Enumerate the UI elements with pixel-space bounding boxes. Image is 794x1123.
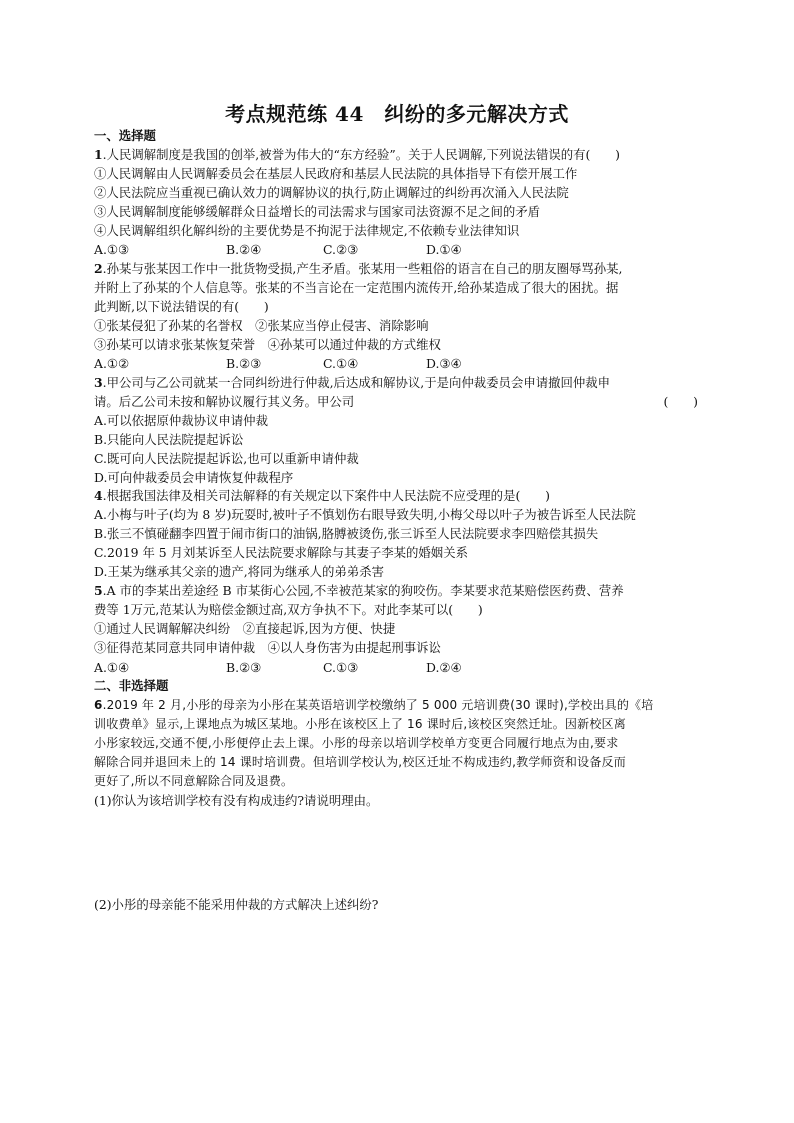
- question-text: 费等 1万元,范某认为赔偿金额过高,双方争执不下。对此李某可以( ): [94, 601, 483, 617]
- answer-options: [94, 240, 700, 260]
- statement-item: ①张某侵犯了孙某的名誉权 ②张某应当停止侵害、消除影响: [94, 317, 429, 333]
- sub-question-2: (2)小彤的母亲能不能采用仲裁的方式解决上述纠纷?: [94, 896, 379, 912]
- option-a[interactable]: A.①④: [94, 659, 130, 675]
- question-6: [94, 696, 700, 974]
- question-stem: [94, 374, 700, 393]
- option-c[interactable]: C.①④: [323, 356, 359, 372]
- question-text: .A 市的李某出差途经 B 市某街心公园,不幸被范某家的狗咬伤。李某要求范某赔偿医药费、营养: [102, 582, 624, 598]
- statement-item: ③人民调解制度能够缓解群众日益增长的司法需求与国家司法资源不足之间的矛盾: [94, 203, 541, 219]
- option-a[interactable]: A.①②: [94, 356, 130, 372]
- option-c[interactable]: C.既可向人民法院提起诉讼,也可以重新申请仲裁: [94, 450, 359, 466]
- question-5: [94, 582, 700, 677]
- question-text: 并附上了孙某的个人信息等。张某的不当言论在一定范围内流传开,给孙某造成了很大的困扰。据: [94, 279, 619, 295]
- question-text: .甲公司与乙公司就某一合同纠纷进行仲裁,后达成和解协议,于是向仲裁委员会申请撤回仲裁申: [102, 374, 611, 390]
- statement-item: ③孙某可以请求张某恢复荣誉 ④孙某可以通过仲裁的方式维权: [94, 336, 441, 352]
- option-b[interactable]: B.只能向人民法院提起诉讼: [94, 431, 244, 447]
- question-number: 6: [94, 697, 103, 712]
- material-line: 解除合同并退回未上的 14 课时培训费。但培训学校认为,校区迁址不构成违约,教学师资和设备反而: [94, 754, 626, 769]
- option-d[interactable]: D.③④: [426, 356, 462, 372]
- section-heading-non-choice: 二、非选择题: [94, 678, 169, 694]
- question-stem-end: [94, 393, 700, 412]
- exercise-content: [94, 127, 700, 974]
- question-1: [94, 146, 700, 260]
- question-stem: [94, 582, 700, 601]
- answer-options: [94, 658, 700, 678]
- option-a[interactable]: A.可以依据原仲裁协议申请仲裁: [94, 412, 268, 428]
- question-number: 5: [94, 582, 103, 598]
- question-number: 1: [94, 146, 103, 162]
- option-b[interactable]: B.②③: [226, 356, 262, 372]
- section-heading-choice: 一、选择题: [94, 128, 156, 143]
- statement-item: ②人民法院应当重视已确认效力的调解协议的执行,防止调解过的纠纷再次涌入人民法院: [94, 184, 569, 200]
- option-d[interactable]: D.①④: [426, 242, 462, 258]
- option-a[interactable]: A.①③: [94, 242, 130, 258]
- material-text: [94, 696, 700, 715]
- statement-item: ①人民调解由人民调解委员会在基层人民政府和基层人民法院的具体指导下有偿开展工作: [94, 165, 578, 181]
- statement-item: ④人民调解组织化解纠纷的主要优势是不拘泥于法律规定,不依赖专业法律知识: [94, 222, 520, 238]
- question-number: 2: [94, 260, 103, 276]
- question-stem: [94, 146, 700, 165]
- option-d[interactable]: D.王某为继承其父亲的遗产,将同为继承人的弟弟杀害: [94, 564, 384, 580]
- question-text: .人民调解制度是我国的创举,被誉为伟大的“东方经验”。关于人民调解,下列说法错误的有( ): [102, 146, 621, 162]
- question-text: .根据我国法律及相关司法解释的有关规定以下案件中人民法院不应受理的是( ): [102, 488, 550, 504]
- page-title: 考点规范练 44 纠纷的多元解决方式: [225, 102, 569, 126]
- question-number: 3: [94, 374, 103, 390]
- option-c[interactable]: C.①③: [323, 659, 359, 675]
- question-text: 请。后乙公司未按和解协议履行其义务。甲公司: [94, 393, 355, 409]
- answer-space-2[interactable]: [94, 914, 700, 974]
- option-d[interactable]: D.可向仲裁委员会申请恢复仲裁程序: [94, 469, 294, 485]
- option-a[interactable]: A.小梅与叶子(均为 8 岁)玩耍时,被叶子不慎划伤右眼导致失明,小梅父母以叶子为被告诉至人民法院: [94, 507, 636, 523]
- option-c[interactable]: C.②③: [323, 242, 359, 258]
- question-text: .孙某与张某因工作中一批货物受损,产生矛盾。张某用一些粗俗的语言在自己的朋友圈辱骂孙某,: [102, 260, 623, 276]
- answer-space-1[interactable]: [94, 810, 700, 895]
- question-4: [94, 487, 700, 582]
- option-b[interactable]: B.②③: [226, 659, 262, 675]
- answer-options: [94, 354, 700, 374]
- question-number: 4: [94, 488, 103, 504]
- question-stem: [94, 487, 700, 506]
- question-2: [94, 260, 700, 374]
- question-stem: [94, 260, 700, 279]
- option-b[interactable]: B.②④: [226, 242, 262, 258]
- material-line: 更好了,所以不同意解除合同及退费。: [94, 773, 294, 788]
- material-line: 训收费单》显示,上课地点为城区某地。小彤在该校区上了 16 课时后,该校区突然迁址。因新校区离: [94, 716, 626, 731]
- option-b[interactable]: B.张三不慎碰翻李四置于闹市街口的油锅,胳膊被烫伤,张三诉至人民法院要求李四赔偿其损失: [94, 526, 599, 542]
- material-line: .2019 年 2 月,小彤的母亲为小彤在某英语培训学校缴纳了 5 000 元培训费(30 课时),学校出具的《培: [102, 697, 654, 712]
- sub-question-1: (1)你认为该培训学校有没有构成违约?请说明理由。: [94, 792, 379, 808]
- statement-item: ①通过人民调解解决纠纷 ②直接起诉,因为方便、快捷: [94, 620, 396, 636]
- question-3: [94, 374, 700, 487]
- question-text: 此判断,以下说法错误的有( ): [94, 298, 269, 314]
- statement-item: ③征得范某同意共同申请仲裁 ④以人身伤害为由提起刑事诉讼: [94, 639, 441, 655]
- option-d[interactable]: D.②④: [426, 659, 462, 675]
- option-c[interactable]: C.2019 年 5 月刘某诉至人民法院要求解除与其妻子李某的婚姻关系: [94, 545, 468, 561]
- answer-blank: ( ): [663, 393, 698, 409]
- material-line: 小彤家较远,交通不便,小彤便停止去上课。小彤的母亲以培训学校单方变更合同履行地点为由,要求: [94, 735, 619, 750]
